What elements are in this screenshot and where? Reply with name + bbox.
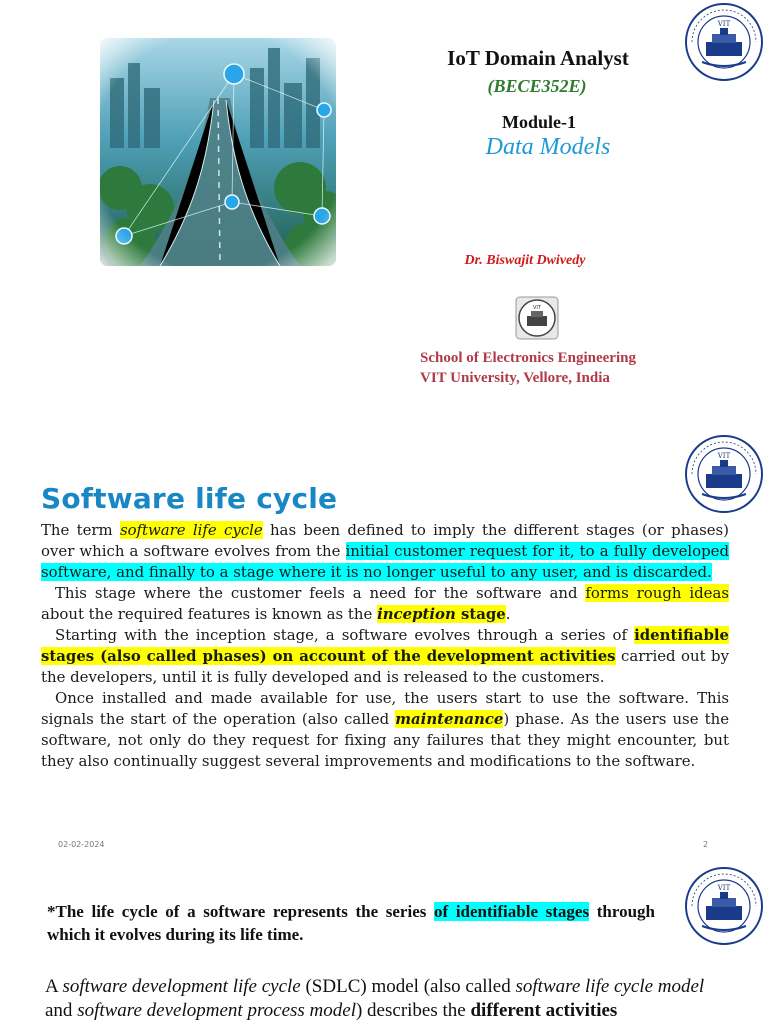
- svg-text:VIT: VIT: [717, 20, 731, 28]
- vit-logo: [684, 434, 764, 514]
- slide-heading: Software life cycle: [41, 482, 338, 515]
- vit-logo: [684, 2, 764, 82]
- title-slide: [0, 0, 768, 430]
- vit-seal-small: [515, 296, 559, 340]
- course-title: IoT Domain Analyst: [447, 46, 629, 70]
- svg-text:VIT: VIT: [533, 305, 541, 311]
- page-number: 2: [703, 840, 709, 849]
- slide-body: [41, 520, 729, 772]
- footer-date: 02-02-2024: [58, 840, 105, 849]
- svg-text:VIT: VIT: [717, 452, 731, 460]
- paragraph-definition: The term software life cycle has been defined to imply the different stages (or phases) over which a software evolves from the initial customer request for it, to a fully developed software, and finally to a stage where it is no longer useful to any user, and is discarded.: [41, 521, 730, 581]
- course-code: (BECE352E): [487, 76, 587, 96]
- svg-text:VIT: VIT: [717, 884, 731, 892]
- module-label: Module-1: [502, 112, 576, 132]
- paragraph-inception: This stage where the customer feels a need for the software and forms rough ideas about the required features is known as the inception stage.: [41, 584, 729, 623]
- software-life-cycle-slide: [0, 430, 768, 860]
- paragraph-stages: Starting with the inception stage, a software evolves through a series of identifiable stages (also called phases) on account of the development activities carried out by the developers, until it is fully developed and is released to the customers.: [41, 626, 729, 686]
- smart-city-image: [100, 38, 336, 266]
- sdlc-paragraph: A software development life cycle (SDLC) model (also called software life cycle model and software development process model) describes the different activities: [45, 976, 705, 1021]
- module-topic: Data Models: [485, 134, 611, 160]
- university-name: VIT University, Vellore, India: [420, 370, 610, 386]
- school-name: School of Electronics Engineering: [420, 350, 636, 366]
- school-info: [420, 348, 720, 388]
- author-name: Dr. Biswajit Dwivedy: [464, 253, 586, 268]
- paragraph-maintenance: Once installed and made available for use, the users start to use the software. This signals the start of the operation (also called maintenance) phase. As the users use the software, not only do they request for fixing any failures that they might encounter, but they also continually suggest several improvements and modifications to the software.: [41, 689, 730, 770]
- life-cycle-definition: *The life cycle of a software represents the series of identifiable stages through which it evolves during its life time.: [47, 902, 656, 944]
- sdlc-slide: [0, 860, 768, 1024]
- vit-logo: [684, 866, 764, 946]
